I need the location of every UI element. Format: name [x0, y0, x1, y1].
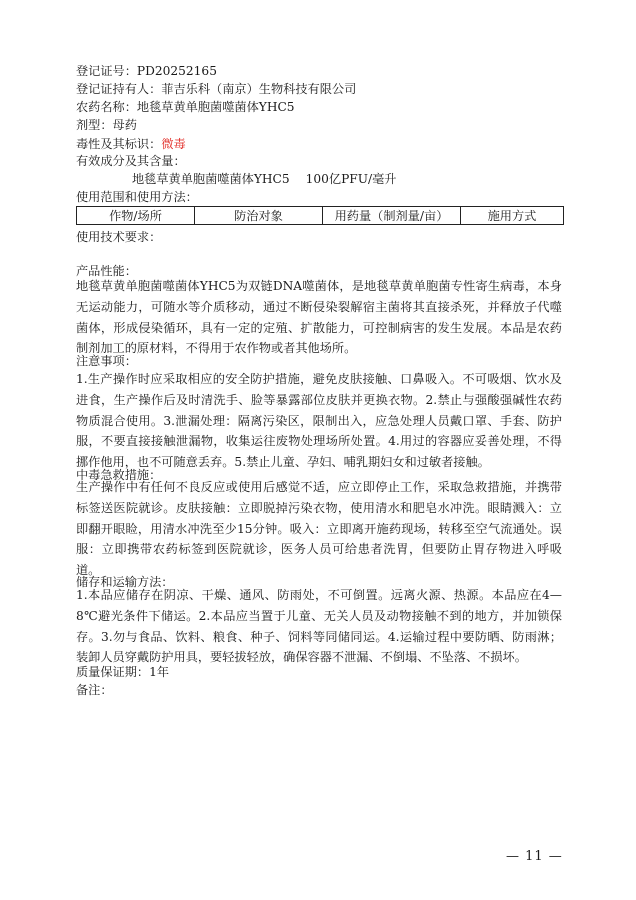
shelf-life: 质量保证期：1年: [76, 665, 170, 679]
storage-text: 1.本品应储存在阴凉、干燥、通风、防雨处，不可倒置。远离火源、热源。本品应在4—8℃避光条件下储运。2.本品应当置于儿童、无关人员及动物接触不到的地方，并加锁保存。3.勿与食品、饮料、粮食、种子、饲料等同储同运。4.运输过程中要防晒、防雨淋；装卸人员穿戴防护用具，要轻拔轻放，确保容器不泄漏、不倒塌、不坠落、不损坏。: [76, 588, 562, 665]
toxicity-label: 毒性及其标识：: [76, 137, 162, 151]
ingredient-content: [132, 170, 397, 188]
performance-text: 地毯草黄单胞菌噬菌体YHC5为双链DNA噬菌体，是地毯草黄单胞菌专性寄生病毒，本身无运动能力，可随水等介质移动，通过不断侵染裂解宿主菌将其直接杀死，并释放子代噬菌体，形成侵染循环，具有一定的定殖、扩散能力，可控制病害的发生发展。本品是农药制剂加工的原材料，不得用于农作物或者其他场所。: [76, 279, 562, 356]
col-crop: 作物/场所: [77, 207, 195, 225]
first-aid-text: 生产操作中有任何不良反应或使用后感觉不适，应立即停止工作，采取急救措施，并携带标签送医院就诊。皮肤接触：立即脱掉污染衣物，使用清水和肥皂水冲洗。眼睛溅入：立即翻开眼睑，用清水冲洗至少15分钟。吸入：立即离开施药现场，转移至空气流通处。误服：立即携带农药标签到医院就诊，医务人员可给患者洗胃，但要防止胃存物进入呼吸道。: [76, 480, 562, 578]
ingredient-value: 100亿PFU/毫升: [305, 172, 397, 186]
toxicity-value: 微毒: [161, 137, 186, 151]
performance-title: 产品性能：: [76, 264, 137, 278]
registration-number: 登记证号：PD20252165: [76, 64, 217, 78]
formulation: 剂型：母药: [76, 118, 137, 132]
page-number: — 11 —: [506, 849, 563, 864]
usage-table: [76, 206, 564, 225]
pesticide-name: 农药名称：地毯草黄单胞菌噬菌体YHC5: [76, 100, 295, 114]
usage-label: 使用范围和使用方法：: [76, 190, 198, 204]
col-method: 施用方式: [461, 207, 564, 225]
notes-title: 注意事项：: [76, 354, 137, 368]
toxicity: [76, 135, 186, 153]
col-dosage: 用药量（制剂量/亩）: [323, 207, 461, 225]
remarks: 备注：: [76, 683, 113, 697]
col-target: 防治对象: [195, 207, 323, 225]
usage-table-header-row: [77, 207, 564, 225]
tech-requirements-label: 使用技术要求：: [76, 230, 162, 244]
storage-title: 储存和运输方法：: [76, 575, 174, 589]
first-aid-title: 中毒急救措施：: [76, 468, 162, 482]
ingredient-label: 有效成分及其含量：: [76, 154, 186, 168]
ingredient-name: 地毯草黄单胞菌噬菌体YHC5: [132, 172, 290, 186]
notes-text: 1.生产操作时应采取相应的安全防护措施，避免皮肤接触、口鼻吸入。不可吸烟、饮水及进食，生产操作后及时清洗手、脸等暴露部位皮肤并更换衣物。2.禁止与强酸强碱性农药物质混合使用。3.泄漏处理：隔离污染区，限制出入，应急处理人员戴口罩、手套、防护服，不要直接接触泄漏物，收集运往废物处理场所处置。4.用过的容器应妥善处理，不得挪作他用，也不可随意丢弃。5.禁止儿童、孕妇、哺乳期妇女和过敏者接触。: [76, 372, 562, 470]
registration-holder: 登记证持有人：菲吉乐科（南京）生物科技有限公司: [76, 82, 357, 96]
